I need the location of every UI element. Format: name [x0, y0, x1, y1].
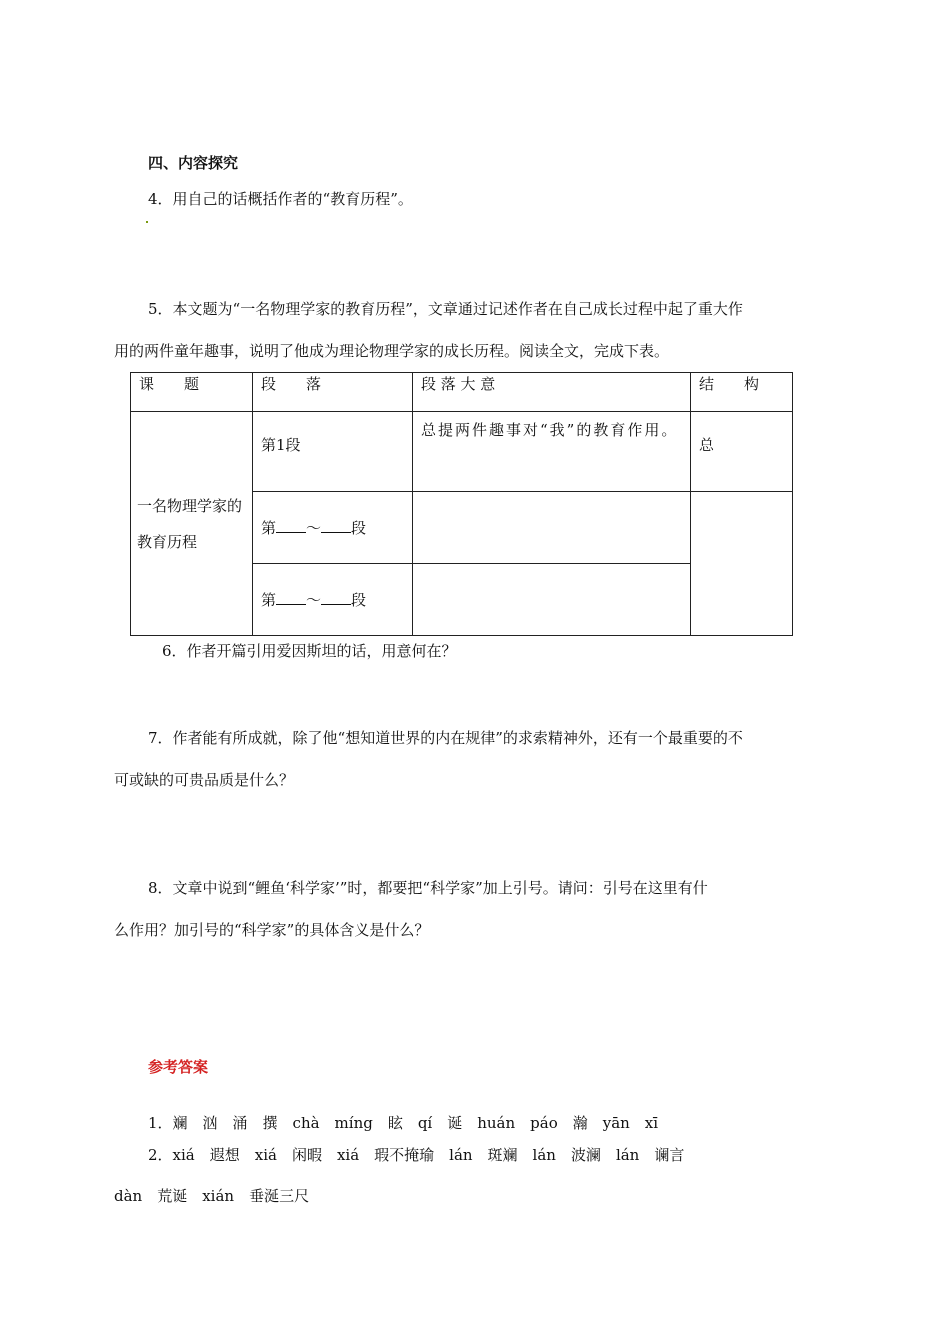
- question-6: 6．作者开篇引用爱因斯坦的话，用意何在？: [162, 642, 457, 660]
- answers-heading: 参考答案: [148, 1058, 209, 1076]
- answer-1: 1．斓 汹 涌 撰 chà míng 眩 qí 诞 huán páo 瀚 yān xī: [148, 1114, 659, 1132]
- header-title: 课 题: [131, 373, 253, 412]
- header-paragraph: 段 落: [253, 373, 413, 412]
- header-main-idea: 段 落 大 意: [413, 373, 691, 412]
- row2-tilde: ～: [306, 519, 322, 537]
- row1-structure: 总: [691, 412, 793, 492]
- question-7-line2: 可或缺的可贵品质是什么？: [114, 771, 295, 789]
- row2-paragraph: [253, 492, 413, 564]
- row3-suffix: 段: [351, 591, 367, 609]
- row3-summary-blank[interactable]: [413, 564, 691, 636]
- question-5-line2: 用的两件童年趣事，说明了他成为理论物理学家的成长历程。阅读全文，完成下表。: [114, 342, 670, 360]
- question-4: 4．用自己的话概括作者的“教育历程”。: [148, 190, 413, 208]
- header-structure: 结 构: [691, 373, 793, 412]
- row1-paragraph: 第1段: [253, 412, 413, 492]
- row2-summary-blank[interactable]: [413, 492, 691, 564]
- row3-end-blank[interactable]: [321, 590, 351, 605]
- row3-paragraph: [253, 564, 413, 636]
- row3-start-blank[interactable]: [276, 590, 306, 605]
- stray-mark: [146, 221, 148, 223]
- row23-structure-blank[interactable]: [691, 492, 793, 636]
- title-cell: 一名物理学家的教育历程: [131, 412, 253, 636]
- answer-2-line1: 2．xiá 遐想 xiá 闲暇 xiá 瑕不掩瑜 lán 斑斓 lán 波澜 lán 谰言: [148, 1146, 685, 1164]
- answer-2-line2: dàn 荒诞 xián 垂涎三尺: [114, 1187, 310, 1205]
- section-heading: 四、内容探究: [148, 154, 239, 172]
- row1-summary: 总提两件趣事对“我”的教育作用。: [413, 412, 691, 492]
- row2-suffix: 段: [351, 519, 367, 537]
- question-8-line1: 8．文章中说到“鲤鱼‘科学家’”时，都要把“科学家”加上引号。请问：引号在这里有什: [148, 879, 708, 897]
- table-row: [131, 412, 793, 492]
- question-7-line1: 7．作者能有所成就，除了他“想知道世界的内在规律”的求索精神外，还有一个最重要的不: [148, 729, 743, 747]
- question-5-line1: 5．本文题为“一名物理学家的教育历程”，文章通过记述作者在自己成长过程中起了重大作: [148, 300, 743, 318]
- row3-prefix: 第: [261, 591, 277, 609]
- row2-prefix: 第: [261, 519, 277, 537]
- table-header-row: [131, 373, 793, 412]
- summary-table: [130, 372, 793, 636]
- row2-end-blank[interactable]: [321, 518, 351, 533]
- question-8-line2: 么作用？加引号的“科学家”的具体含义是什么？: [114, 921, 430, 939]
- row2-start-blank[interactable]: [276, 518, 306, 533]
- row3-tilde: ～: [306, 591, 322, 609]
